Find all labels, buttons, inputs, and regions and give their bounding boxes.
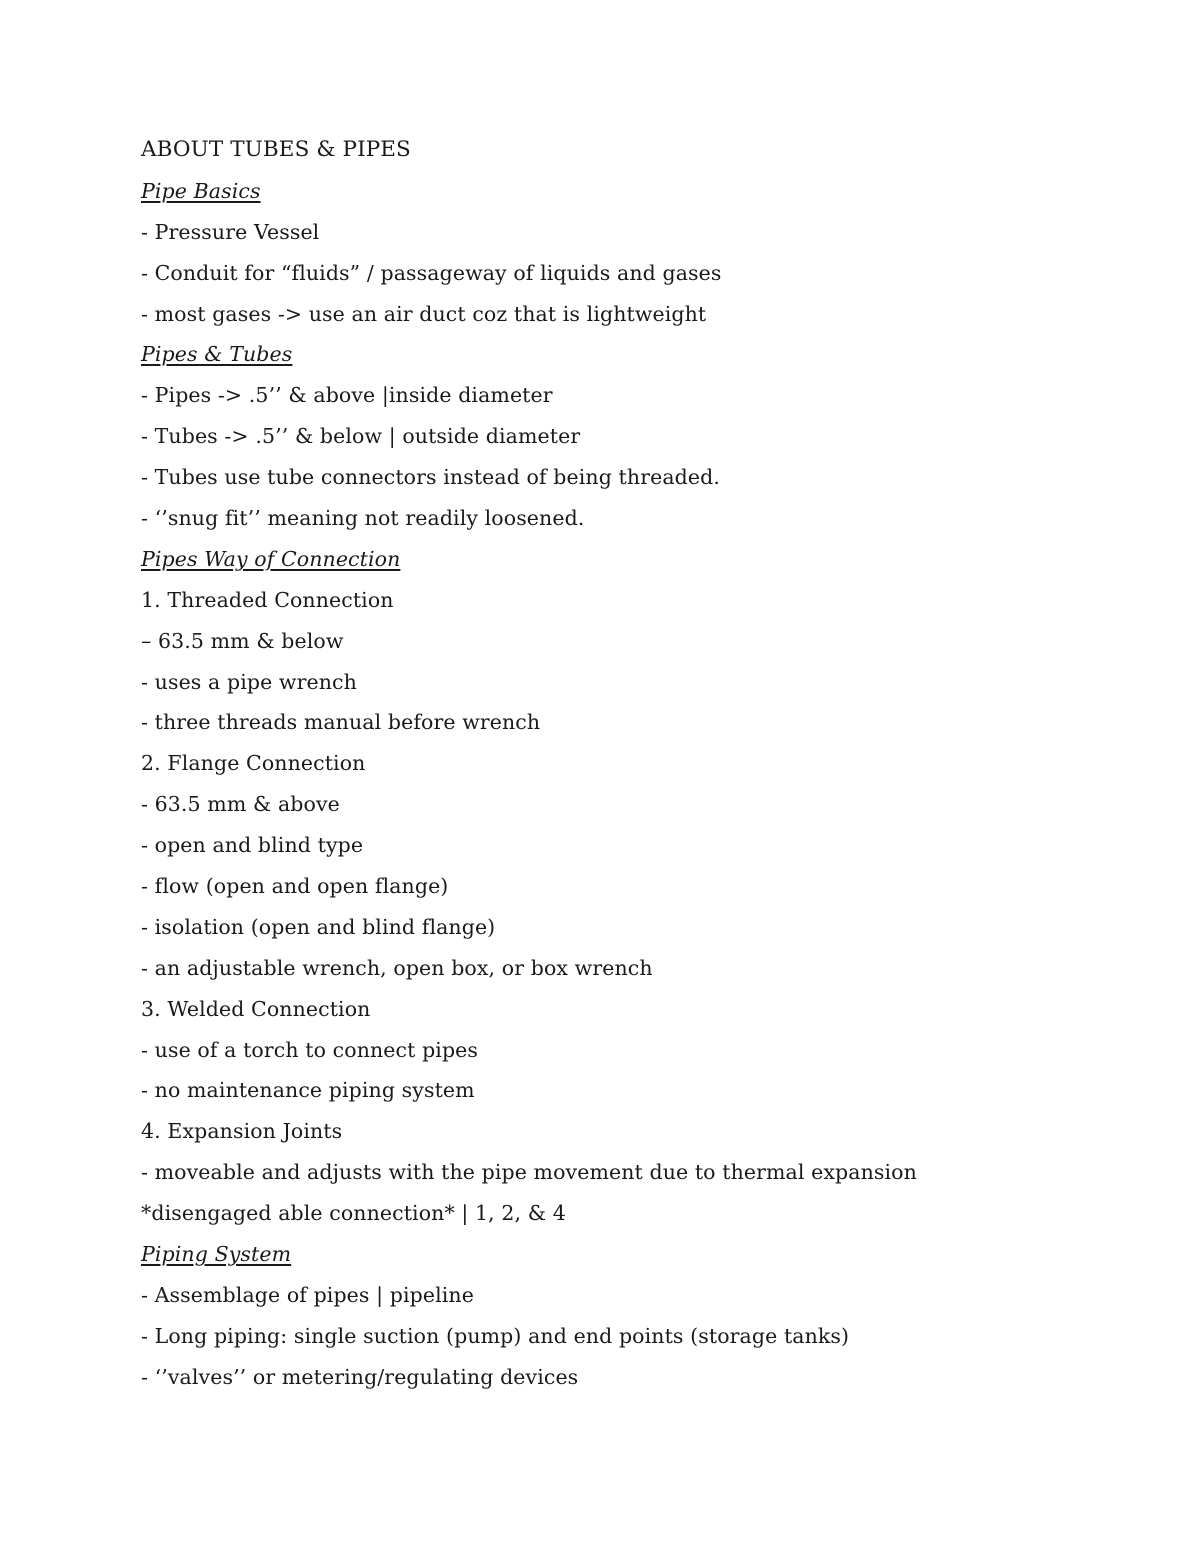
text-line: - ‘’valves’’ or metering/regulating devices xyxy=(141,1364,579,1389)
document-page xyxy=(141,130,1121,1398)
text-line: - an adjustable wrench, open box, or box wrench xyxy=(141,955,653,980)
section-heading: Piping System xyxy=(141,1242,292,1267)
text-line: - moveable and adjusts with the pipe movement due to thermal expansion xyxy=(141,1160,917,1185)
text-line: - 63.5 mm & above xyxy=(141,792,340,817)
text-line: 4. Expansion Joints xyxy=(141,1119,343,1144)
text-line: - ‘’snug fit’’ meaning not readily loosened. xyxy=(141,506,585,531)
text-line: - Pipes -> .5’’ & above |inside diameter xyxy=(141,383,553,408)
text-line: *disengaged able connection* | 1, 2, & 4 xyxy=(141,1201,566,1226)
text-line: - Tubes -> .5’’ & below | outside diameter xyxy=(141,424,581,449)
text-line: - Long piping: single suction (pump) and end points (storage tanks) xyxy=(141,1323,850,1348)
text-line: 3. Welded Connection xyxy=(141,996,371,1021)
text-line: - Conduit for “fluids” / passageway of liquids and gases xyxy=(141,260,722,285)
section-heading: Pipe Basics xyxy=(141,178,261,203)
text-line: - use of a torch to connect pipes xyxy=(141,1037,479,1062)
text-line: - Tubes use tube connectors instead of being threaded. xyxy=(141,465,720,490)
text-line: - no maintenance piping system xyxy=(141,1078,475,1103)
text-line: - three threads manual before wrench xyxy=(141,710,541,735)
document-body xyxy=(141,171,1121,1398)
text-line: 1. Threaded Connection xyxy=(141,587,394,612)
text-line: - isolation (open and blind flange) xyxy=(141,914,496,939)
text-line: - uses a pipe wrench xyxy=(141,669,357,694)
text-line: - Pressure Vessel xyxy=(141,219,320,244)
section-heading: Pipes Way of Connection xyxy=(141,546,401,571)
text-line: - most gases -> use an air duct coz that is lightweight xyxy=(141,301,707,326)
text-line: 2. Flange Connection xyxy=(141,751,366,776)
text-line: - flow (open and open flange) xyxy=(141,874,449,899)
section-heading: Pipes & Tubes xyxy=(141,342,293,367)
text-line: - Assemblage of pipes | pipeline xyxy=(141,1282,474,1307)
text-line: – 63.5 mm & below xyxy=(141,628,344,653)
document-title: ABOUT TUBES & PIPES xyxy=(141,137,411,162)
text-line: - open and blind type xyxy=(141,833,364,858)
